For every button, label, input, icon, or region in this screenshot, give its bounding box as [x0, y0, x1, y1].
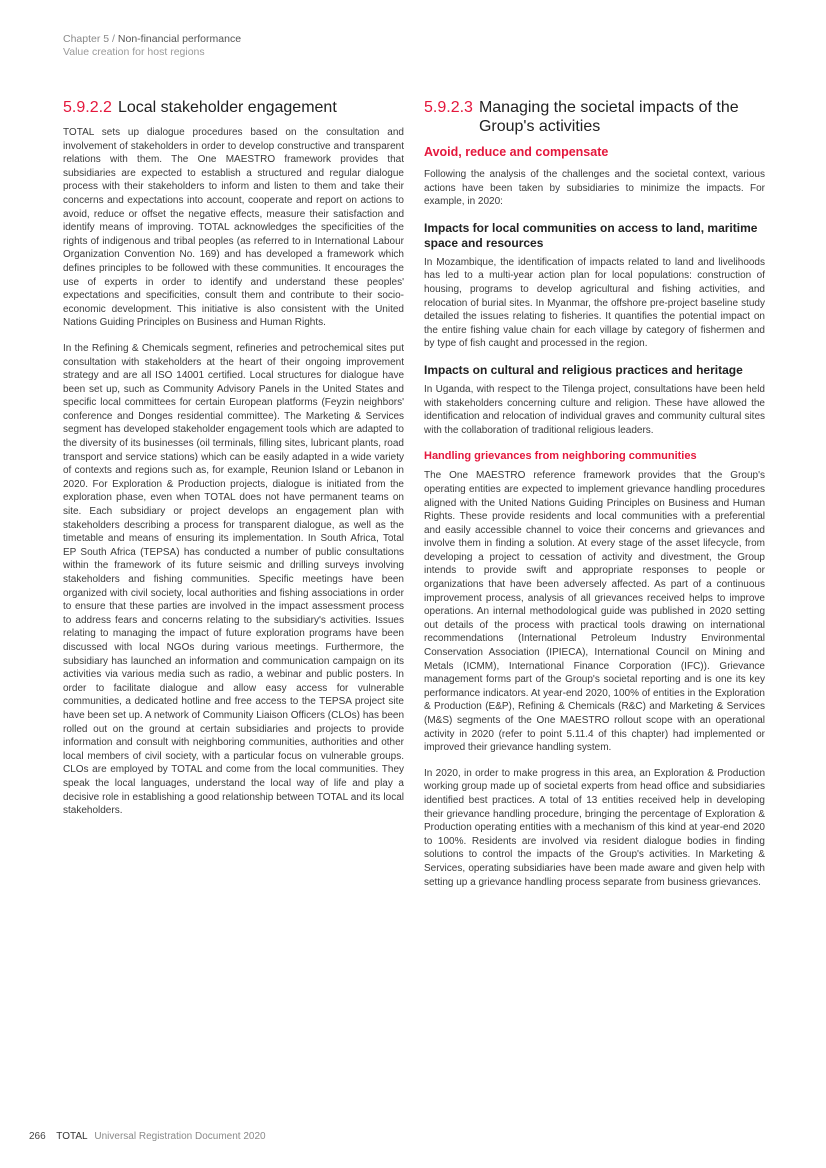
subheading-land-access: Impacts for local communities on access to land, maritime space and resources — [424, 220, 758, 250]
subheading-avoid-reduce: Avoid, reduce and compensate — [424, 145, 609, 159]
chapter-separator: / — [109, 33, 118, 45]
section-number: 5.9.2.2 — [63, 99, 112, 116]
document-title: Universal Registration Document 2020 — [94, 1131, 266, 1142]
body-paragraph: In Mozambique, the identification of impacts related to land and livelihoods has led to a multi-year action plan for local populations: construction of housing, programs to develop agricultural and fishing activities, and relocation of burial sites. In Myanmar, the offshore pre-project baseline study detailed the issues relating to fisheries. It quantifies the potential impact on the entire fishing value chain for each village by category of fishermen and by type of fish caught and processed in the region. — [424, 256, 765, 350]
body-paragraph: Following the analysis of the challenges and the societal context, various actions have been taken by subsidiaries to minimize the impacts. For example, in 2020: — [424, 169, 765, 208]
body-paragraph: TOTAL sets up dialogue procedures based on the consultation and involvement of stakeholders in order to develop constructive and transparent relations with them. The One MAESTRO framework provides that subsidiaries are expected to establish a structured and regular dialogue process with their stakeholders to inform and listen to them and take their concerns and expectations into account, cooperate and report on actions to avoid, reduce or offset the negative effects, measure their satisfaction and identify means of improving. TOTAL acknowledges the specificities of the rights of indigenous and tribal peoples (as referred to in International Labour Organization Convention No. 169) and has developed a framework which defines principles to be followed with these communities. It encourages the use of experts in order to identify and understand these peoples' expectations and specificities, consult them and contribute to their socio-economic development. This initiative is also consistent with the United Nations Guiding Principles on Business and Human Rights. — [63, 127, 404, 329]
page-number: 266 — [29, 1131, 46, 1142]
right-column — [424, 98, 765, 901]
section-title: Managing the societal impacts of the Group's activities — [478, 99, 739, 135]
body-paragraph: In the Refining & Chemicals segment, refineries and petrochemical sites put consultation with stakeholders at the heart of their ongoing improvement strategy and are all ISO 14001 certified. Local structures for dialogue have been set up, such as Community Advisory Panels in the United States and specific local committees for certain European platforms (Feyzin neighbors' conference and Donges residential committee). The Marketing & Services segment has developed stakeholder engagement tools which are adapted to the diversity of its businesses (oil terminals, filling sites, lubricant plants, road transport and service stations) which can be easily adapted in a wide variety of contexts and regions such as, for example, Reunion Island or Lebanon in 2020. For Exploration & Production projects, dialogue is initiated from the exploration phase, even when TOTAL does not have permanent teams on site. Each subsidiary or project develops an engagement plan with stakeholders describing a process for transparent dialogue, as well as the timetable and means of ensuring its implementation. In South Africa, Total EP South Africa (TEPSA) has conducted a number of public consultations within the framework of its future seismic and drilling surveys involving stakeholders and fishing communities. Specific meetings have been organized with civil society, local authorities and fishing associations in order to ensure that these parties are involved in the impact assessment process to address fears and concerns relating to the subsidiary's activities. Issues relating to managing the impact of future exploration programs have been discussed with local NGOs during various meetings. Furthermore, the subsidiary has launched an information and communication campaign on its activities via various media such as radio, a webinar and public posters. In order to facilitate dialogue and allow easy access for vulnerable communities, a dedicated hotline and free access to the TEPSA project site have been set up. A network of Community Liaison Officers (CLOs) has been rolled out on the ground at certain subsidiaries and projects to provide information and consult with neighboring communities, authorities and other local members of civil society, with a particular focus on vulnerable groups. CLOs are employed by TOTAL and come from the local communities. They speak the local languages, understand the local way of life and play a decisive role in establishing a good relationship between TOTAL and its local stakeholders. — [63, 342, 404, 817]
section-heading-5923 — [424, 98, 765, 136]
body-paragraph: In 2020, in order to make progress in this area, an Exploration & Production working group made up of societal experts from head office and subsidiaries identified best practices. A total of 13 entities received help in developing their grievance handling procedure, bringing the percentage of Exploration & Production operating entities with a mechanism of this kind at year-end 2020 to 100%. Residents are involved via resident dialogue bodies in finding solutions to control the impacts of the Group's activities. In Marketing & Services, operating subsidiaries have been made aware and given help with setting up a grievance handling process separate from business grievances. — [424, 767, 765, 888]
body-paragraph: In Uganda, with respect to the Tilenga project, consultations have been held with stakeholders concerning culture and religion. These have allowed the identification and relocation of individual graves and community cultural sites with the collaboration of traditional religious leaders. — [424, 383, 765, 436]
section-subtitle: Value creation for host regions — [63, 46, 205, 58]
section-title: Local stakeholder engagement — [117, 99, 337, 116]
subheading-cultural-heritage: Impacts on cultural and religious practices and heritage — [424, 362, 743, 377]
subheading-grievances: Handling grievances from neighboring communities — [424, 450, 697, 463]
chapter-title: Non-financial performance — [117, 33, 242, 45]
page-footer — [29, 1131, 266, 1143]
chapter-label: Chapter 5 — [63, 33, 110, 45]
brand-name: TOTAL — [56, 1131, 88, 1142]
running-header — [63, 33, 241, 59]
chapter-line — [63, 33, 241, 46]
section-heading-5922 — [63, 98, 404, 117]
left-column — [63, 98, 404, 830]
section-number: 5.9.2.3 — [424, 99, 473, 116]
body-paragraph: The One MAESTRO reference framework provides that the Group's operating entities are expected to implement grievance handling procedures aligned with the United Nations Guiding Principles on Business and Human Rights. These provide residents and local communities with a preferential and easily accessible channel to voice their concerns and grievances and involve them in finding a solution. At every stage of the asset lifecycle, from developing a project to cessation of activity and divestment, the Group intends to provide swift and appropriate responses to people or organizations that have been adversely affected. As part of a continuous improvement process, analysis of all grievances received helps to improve operations. An internal methodological guide was published in 2020 setting out details of the process with practical tools drawing on international recommendations (International Petroleum Industry Environmental Conservation Association (IPIECA), International Council on Mining and Metals (ICMM), International Finance Corporation (IFC)). Grievance management forms part of the Group's societal reporting and is one its key performance indicators. At year-end 2020, 100% of entities in the Exploration & Production (E&P), Refining & Chemicals (R&C) and Marketing & Services (M&S) segments of the One MAESTRO rollout scope with an operational activity in 2020 (refer to point 5.11.4 of this chapter) had implemented or improved their grievance handling system. — [424, 470, 765, 754]
